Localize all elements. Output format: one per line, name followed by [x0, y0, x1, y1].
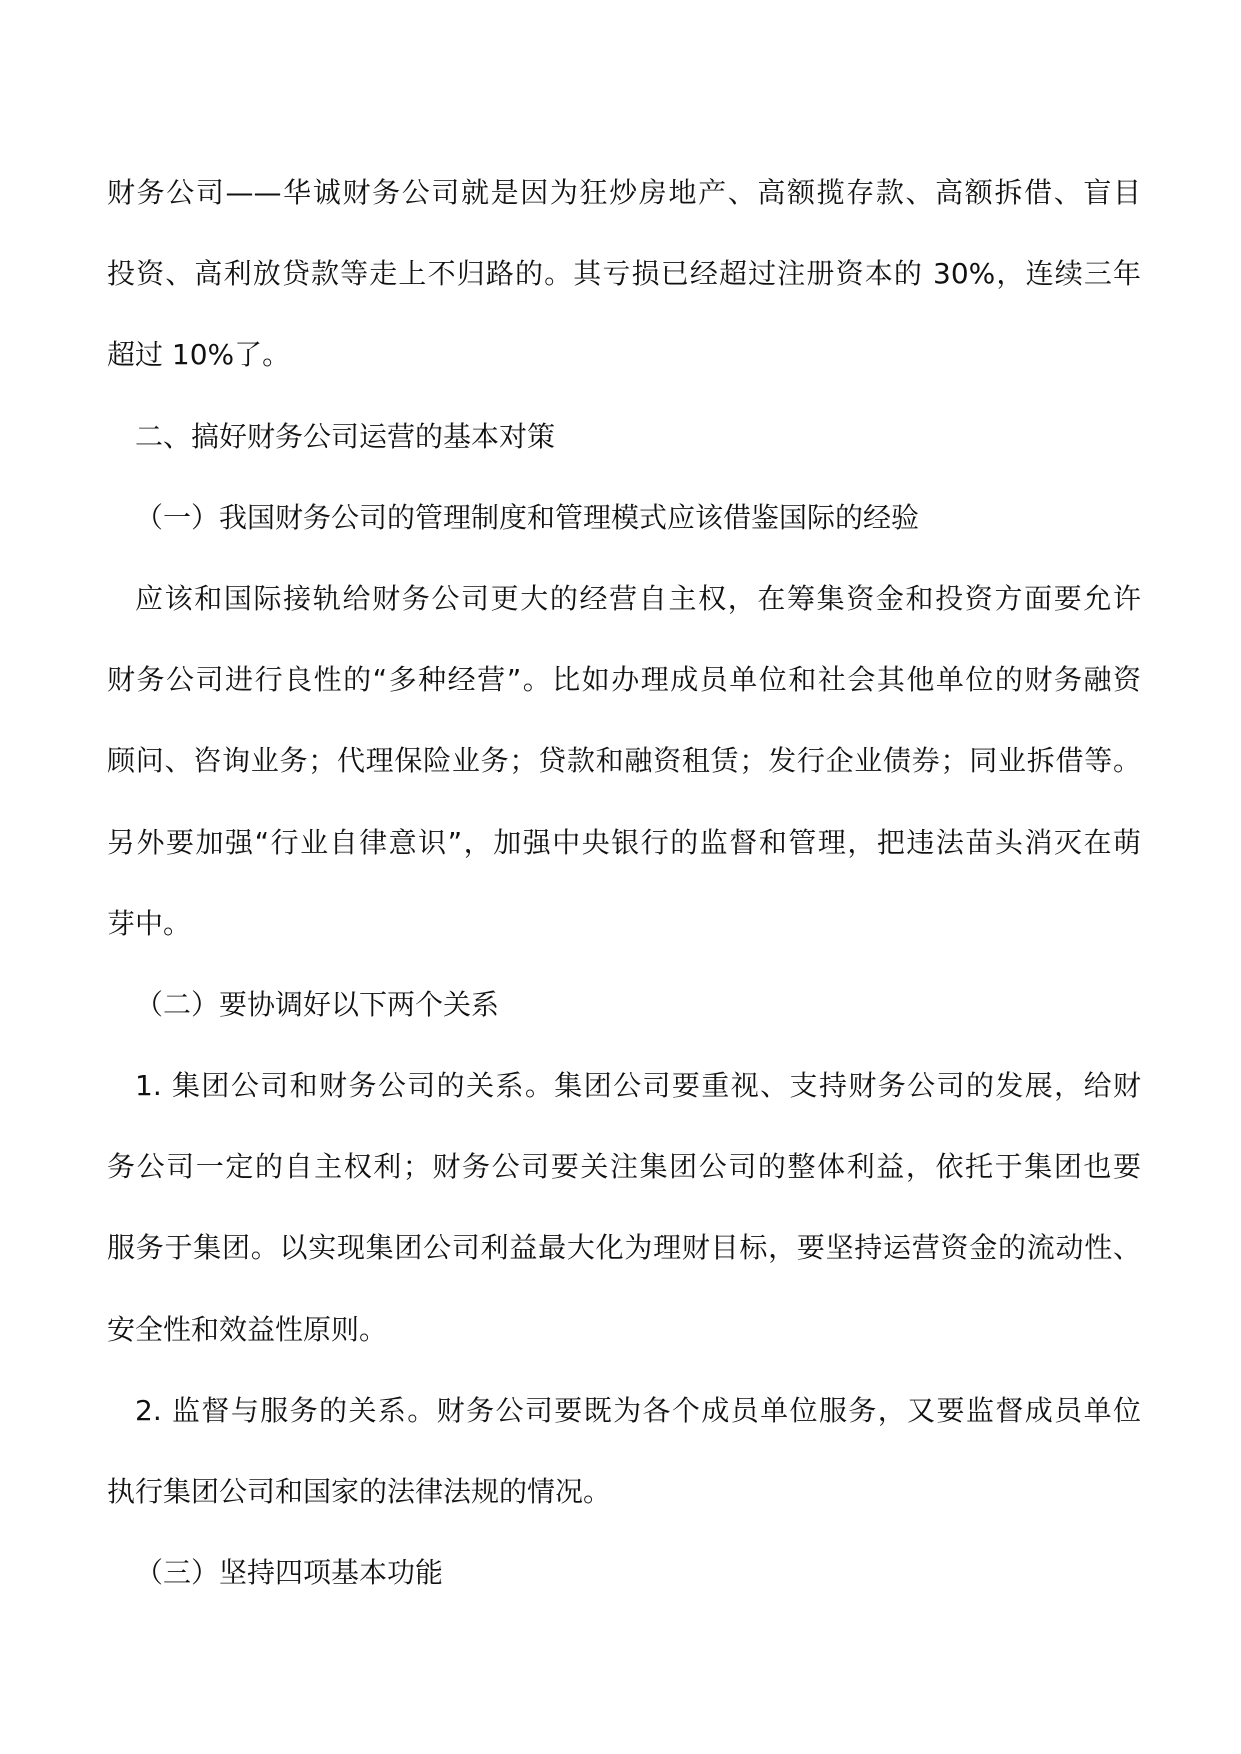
subsection-heading [107, 964, 1141, 1045]
text-line: 1. 集团公司和财务公司的关系。集团公司要重视、支持财务公司的发展，给财 [135, 1069, 1141, 1103]
subsection-heading [107, 1532, 1141, 1613]
heading-text: （一）我国财务公司的管理制度和管理模式应该借鉴国际的经验 [135, 500, 920, 534]
text-line: 安全性和效益性原则。 [107, 1312, 388, 1346]
text-line: 芽中。 [107, 906, 192, 940]
text-line: 超过 10%了。 [107, 338, 291, 372]
heading-text: 二、搞好财务公司运营的基本对策 [135, 419, 556, 453]
document-page [107, 152, 1141, 1613]
text-line: 执行集团公司和国家的法律法规的情况。 [107, 1475, 612, 1508]
text-line: 投资、高利放贷款等走上不归路的。其亏损已经超过注册资本的 30%，连续三年 [107, 257, 1141, 291]
text-line: 财务公司进行良性的“多种经营”。比如办理成员单位和社会其他单位的财务融资 [107, 663, 1141, 697]
text-line: 顾问、咨询业务；代理保险业务；贷款和融资租赁；发行企业债券；同业拆借等。 [107, 744, 1141, 778]
text-line: 财务公司——华诚财务公司就是因为狂炒房地产、高额揽存款、高额拆借、盲目 [107, 176, 1141, 209]
subsection-heading [107, 477, 1141, 558]
paragraph [107, 1045, 1141, 1370]
paragraph [107, 152, 1141, 396]
text-line: 2. 监督与服务的关系。财务公司要既为各个成员单位服务，又要监督成员单位 [135, 1393, 1141, 1427]
paragraph [107, 558, 1141, 964]
paragraph [107, 1370, 1141, 1532]
heading-text: （三）坚持四项基本功能 [135, 1556, 444, 1590]
text-line: 服务于集团。以实现集团公司利益最大化为理财目标，要坚持运营资金的流动性、 [107, 1231, 1141, 1265]
text-line: 应该和国际接轨给财务公司更大的经营自主权，在筹集资金和投资方面要允许 [135, 581, 1141, 615]
heading-text: （二）要协调好以下两个关系 [135, 987, 500, 1021]
text-line: 务公司一定的自主权利；财务公司要关注集团公司的整体利益，依托于集团也要 [107, 1150, 1141, 1184]
text-line: 另外要加强“行业自律意识”，加强中央银行的监督和管理，把违法苗头消灭在萌 [107, 825, 1141, 859]
section-heading [107, 396, 1141, 477]
